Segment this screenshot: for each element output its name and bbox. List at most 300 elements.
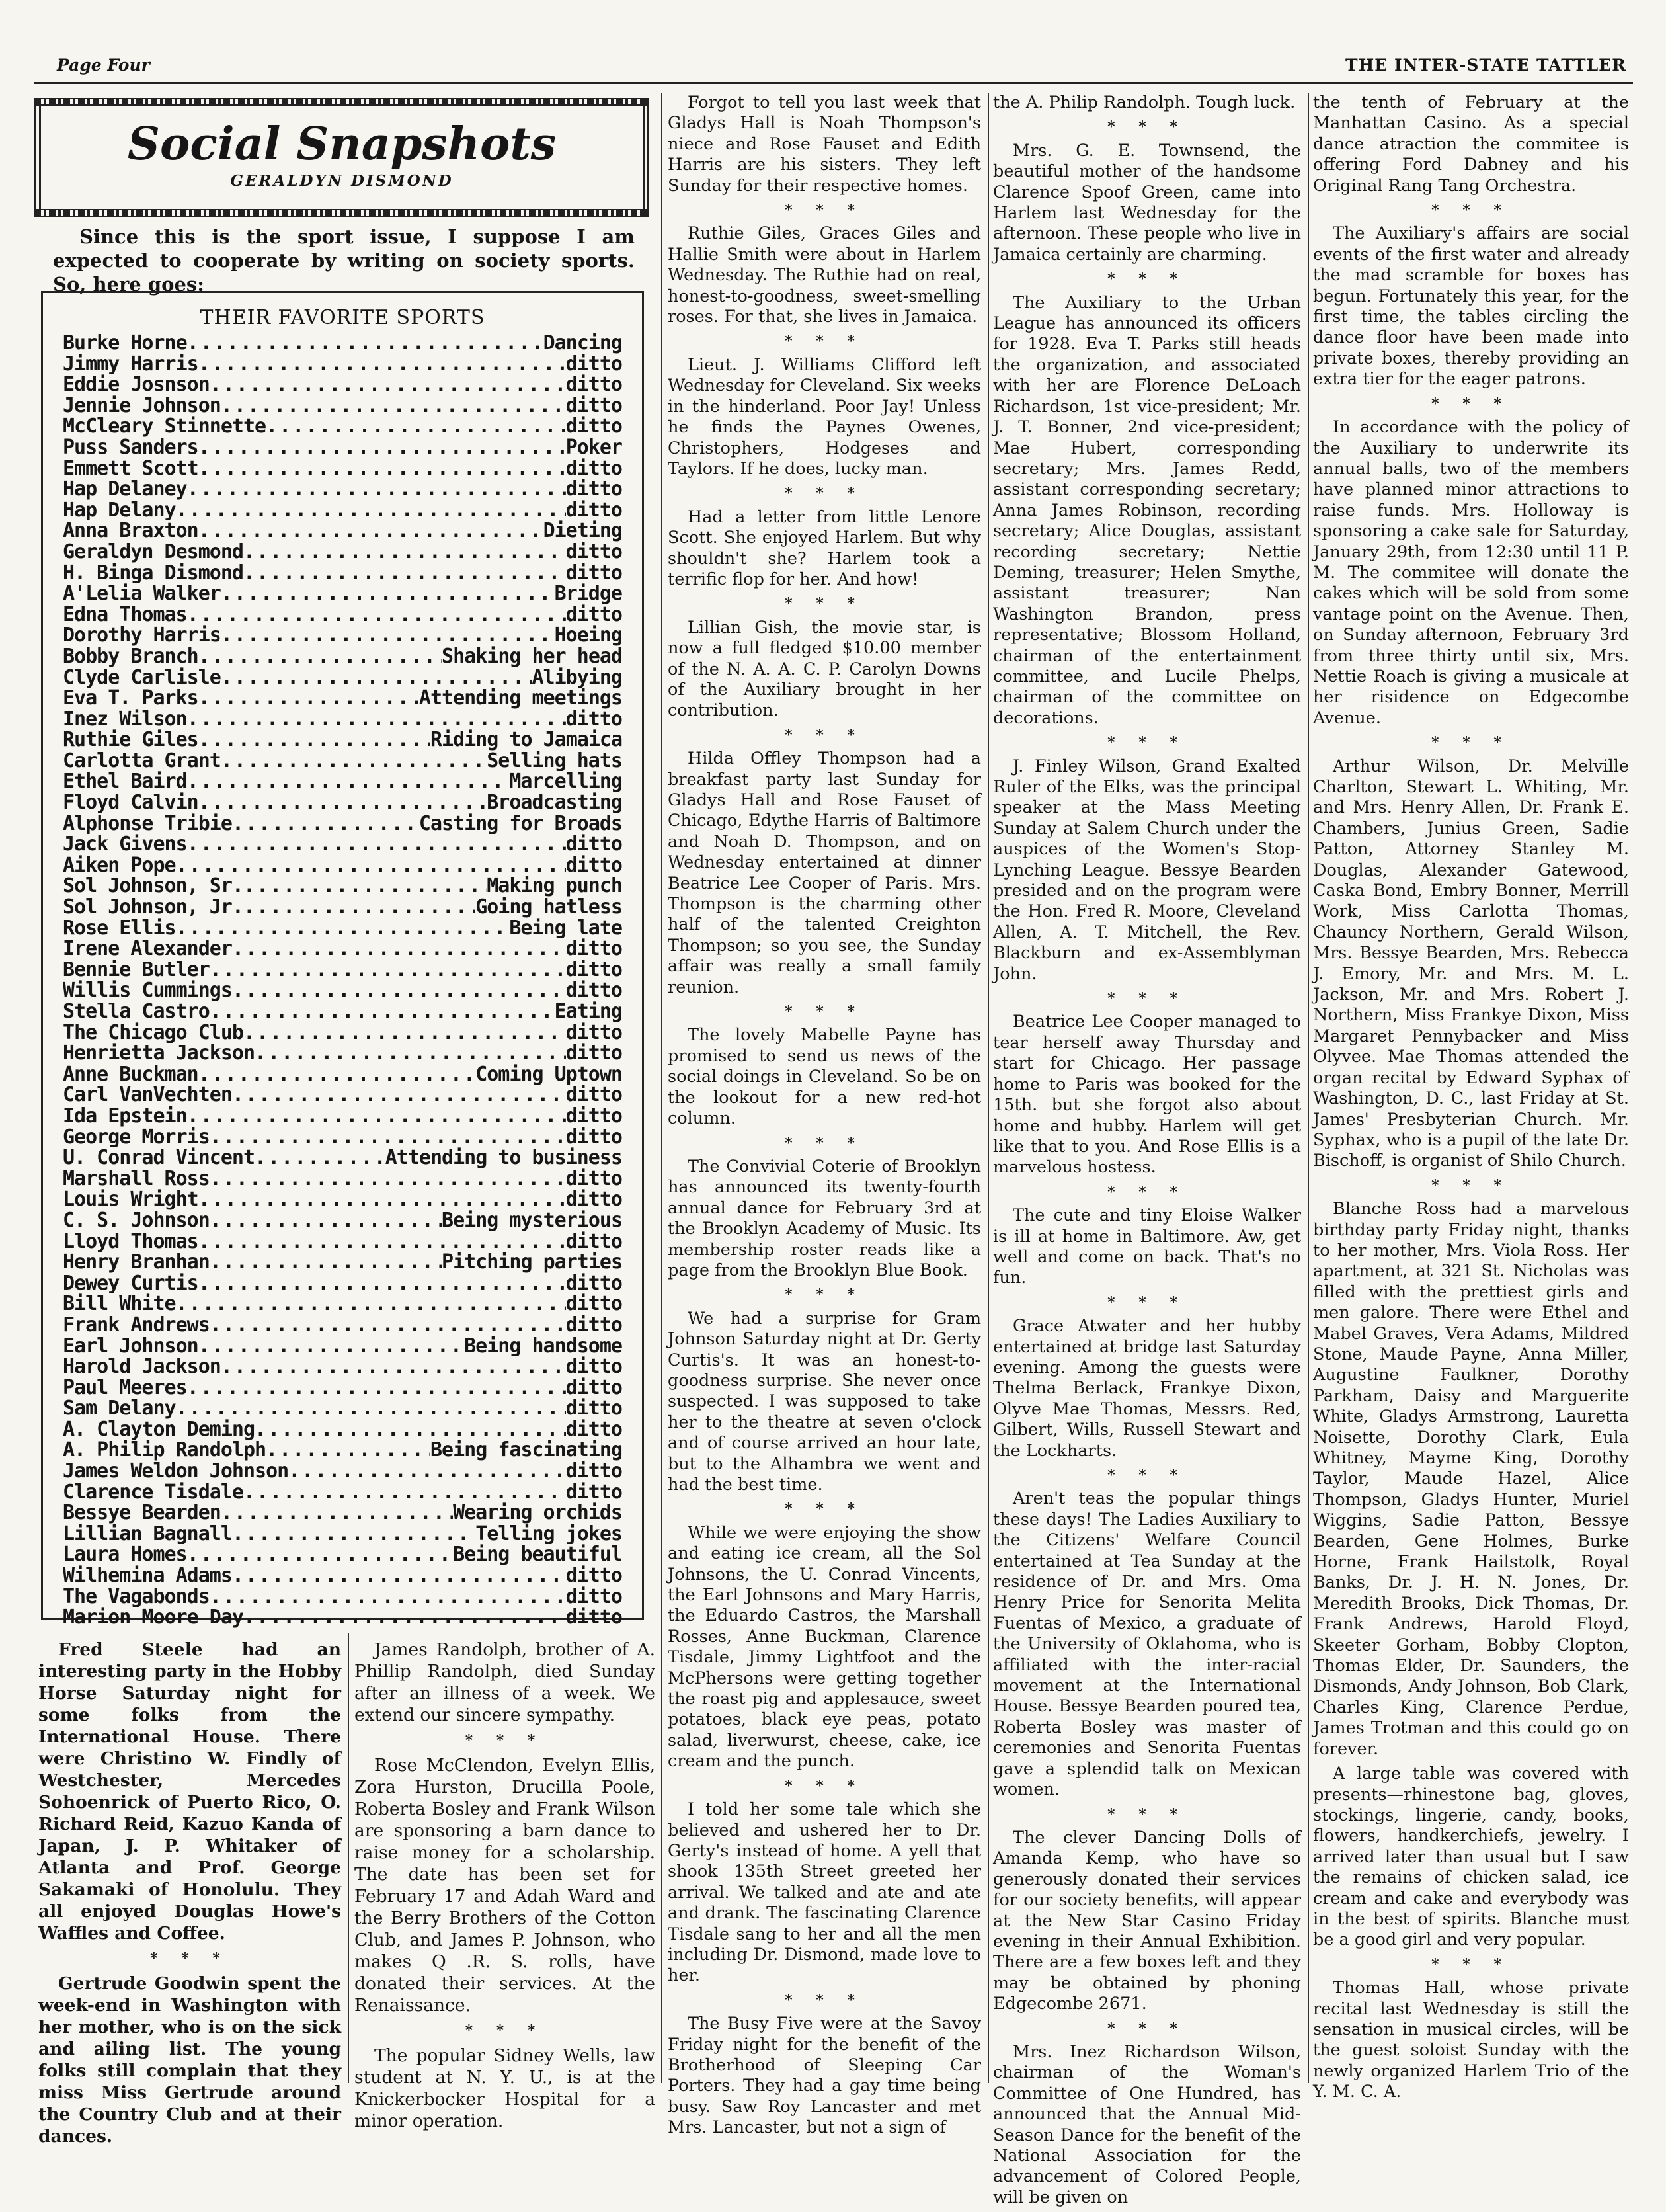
separator: * * * <box>1431 202 1511 220</box>
sport-value: Selling hats <box>487 750 622 772</box>
sport-value: ditto <box>565 395 622 417</box>
sports-list <box>63 333 622 1628</box>
sport-value: ditto <box>565 1565 622 1586</box>
sport-row <box>63 1586 622 1608</box>
leader-dots <box>187 709 566 730</box>
sport-person-name: Alphonse Tribie <box>63 813 232 835</box>
sport-row <box>63 458 622 479</box>
column-rule <box>661 93 662 2083</box>
favorite-sports-box <box>41 291 644 1628</box>
sport-row <box>63 1189 622 1210</box>
sport-person-name: Sol Johnson, Jr. <box>63 897 243 918</box>
sport-person-name: Marshall Ross <box>63 1168 210 1190</box>
sport-value: Dancing <box>543 333 622 354</box>
article-paragraph: Ruthie Giles, Graces Giles and Hallie Smith were about in Harlem Wednesday. The Ruthie had on real, honest-to-goodness, sweet-smelling roses. For that, she lives in Jamaica. <box>668 224 981 327</box>
sport-row <box>63 771 622 792</box>
separator: * * * <box>785 1500 864 1518</box>
leader-dots <box>176 855 566 876</box>
sport-value: ditto <box>565 1022 622 1044</box>
sport-row <box>63 792 622 813</box>
sport-person-name: Marion Moore Day <box>63 1607 243 1628</box>
column-title: Social Snapshots <box>127 118 557 171</box>
leader-dots <box>187 1377 566 1399</box>
sport-value: ditto <box>565 479 622 500</box>
article-paragraph: A large table was covered with presents—rhinestone bag, gloves, stockings, lingerie, candy, books, flowers, handkerchiefs, jewelry. I arrived later than usual but I saw the remains of chicken salad, ice cream and cake and everybody was in the best of spirits. Blanche must be a good girl and very popular. <box>1313 1764 1629 1950</box>
sport-person-name: U. Conrad Vincent <box>63 1147 255 1168</box>
sport-person-name: McCleary Stinnette <box>63 416 266 437</box>
sport-row <box>63 500 622 521</box>
sport-row <box>63 1252 622 1273</box>
sport-value: ditto <box>565 353 622 375</box>
sport-value: ditto <box>565 1377 622 1399</box>
sport-row <box>63 416 622 437</box>
article-paragraph: Mrs. Inez Richardson Wilson, chairman of the Woman's Committee of One Hundred, has announced that the Annual Mid-Season Dance for the benefit of the National Association for the advancement of Colored People, will be given on <box>993 2041 1301 2207</box>
sport-row <box>63 1064 622 1085</box>
sport-row <box>63 667 622 688</box>
sport-row <box>63 876 622 897</box>
leader-dots <box>232 938 566 960</box>
leader-dots <box>243 563 566 584</box>
sport-row <box>63 1398 622 1419</box>
sport-value: Being fascinating <box>430 1440 622 1461</box>
sport-value: Poker <box>565 436 622 458</box>
sport-person-name: Floyd Calvin <box>63 792 198 813</box>
leader-dots <box>198 458 566 479</box>
sport-person-name: H. Binga Dismond <box>63 562 243 584</box>
column-three <box>668 93 981 2143</box>
column-rule <box>988 93 989 2083</box>
sport-value: Shaking her head <box>442 645 622 667</box>
leader-dots <box>210 374 566 395</box>
sport-person-name: Frank Andrews <box>63 1314 210 1336</box>
sport-person-name: Carl VanVechten <box>63 1085 232 1106</box>
sport-row <box>63 1461 622 1482</box>
article-paragraph: The Convivial Coterie of Brooklyn has announced its twenty-fourth annual dance for February 3rd at the Brooklyn Academy of Music. Its membership roster reads like a page from the Brooklyn Blue Book. <box>668 1156 981 1280</box>
sport-row <box>63 395 622 417</box>
sport-row <box>63 1565 622 1586</box>
sport-value: ditto <box>565 458 622 479</box>
sport-value: Pitching parties <box>442 1252 622 1273</box>
sport-person-name: Jimmy Harris <box>63 353 198 375</box>
sport-row <box>63 1544 622 1565</box>
article-paragraph: Thomas Hall, whose private recital last Wednesday is still the sensation in musical circles, will be the guest soloist Sunday with the newly organized Harlem Trio of the Y. M. C. A. <box>1313 1978 1629 2102</box>
sport-person-name: Ethel Baird <box>63 771 187 793</box>
leader-dots <box>198 729 430 751</box>
leader-dots <box>198 437 566 458</box>
sport-value: Being mysterious <box>442 1209 622 1231</box>
sport-value: ditto <box>565 959 622 981</box>
sport-value: Riding to Jamaica <box>430 729 622 751</box>
leader-dots <box>187 479 566 500</box>
sport-value: ditto <box>565 708 622 730</box>
sport-person-name: Sol Johnson, Sr. <box>63 876 243 897</box>
sport-row <box>63 855 622 876</box>
sport-value: ditto <box>565 1398 622 1419</box>
article-paragraph: The popular Sidney Wells, law student at N. Y. U., is at the Knickerbocker Hospital for a minor operation. <box>354 2045 655 2131</box>
sport-person-name: Emmett Scott <box>63 458 198 479</box>
bottom-left-column <box>38 1639 341 2151</box>
sport-person-name: Louis Wright <box>63 1189 198 1210</box>
leader-dots <box>243 876 487 897</box>
sport-row <box>63 479 622 500</box>
sport-person-name: Ruthie Giles <box>63 729 198 751</box>
separator: * * * <box>785 1286 864 1304</box>
sport-person-name: Bobby Branch <box>63 645 198 667</box>
article-paragraph: Lillian Gish, the movie star, is now a full fledged $10.00 member of the N. A. A. C. P. Carolyn Downs of the Auxiliary brought in her contribution. <box>668 617 981 721</box>
sport-value: Casting for Broads <box>418 813 622 835</box>
column-rule <box>1308 93 1309 2083</box>
sport-value: ditto <box>565 834 622 855</box>
leader-dots <box>187 604 566 626</box>
leader-dots <box>210 1001 555 1022</box>
leader-dots <box>198 1064 475 1085</box>
article-paragraph: the tenth of February at the Manhattan Casino. As a special dance atraction the commitee is offering Ford Dabney and his Original Rang Tang Orchestra. <box>1313 93 1629 196</box>
article-paragraph: J. Finley Wilson, Grand Exalted Ruler of the Elks, was the principal speaker at the Mass Meeting Sunday at Salem Church under the auspices of the Women's Stop-Lynching League. Bessye Bearden presided and on the program were the Hon. Fred R. Moore, Cleveland Allen, A. T. Mitchell, the Rev. Blackburn and ex-Assemblyman John. <box>993 756 1301 984</box>
sport-value: Eating <box>554 1001 622 1022</box>
sport-value: ditto <box>565 1105 622 1127</box>
leader-dots <box>221 1502 453 1524</box>
sport-row <box>63 1356 622 1377</box>
article-paragraph: Mrs. G. E. Townsend, the beautiful mother of the handsome Clarence Spoof Green, came into Harlem last Wednesday for the afternoon. These people who live in Jamaica certainly are charming. <box>993 140 1301 265</box>
separator: * * * <box>465 1732 545 1749</box>
sport-person-name: A. Clayton Deming <box>63 1418 255 1440</box>
leader-dots <box>266 416 566 437</box>
sport-row <box>63 1210 622 1231</box>
leader-dots <box>255 1147 385 1168</box>
sport-person-name: Anne Buckman <box>63 1063 198 1085</box>
sport-row <box>63 437 622 458</box>
sport-value: Making punch <box>487 876 622 897</box>
sport-person-name: Inez Wilson <box>63 708 187 730</box>
sport-person-name: Ida Epstein <box>63 1105 187 1127</box>
leader-dots <box>198 1231 566 1252</box>
sport-person-name: Dewey Curtis <box>63 1272 198 1294</box>
article-paragraph: We had a surprise for Gram Johnson Saturday night at Dr. Gerty Curtis's. It was an honest-to-goodness surprise. She never once suspected. I was supposed to take her to the theatre at seven o'clock and of course arrived an hour late, but to the Alhambra we went and had the best time. <box>668 1308 981 1495</box>
leader-dots <box>176 1293 566 1315</box>
sport-value: ditto <box>565 1314 622 1336</box>
sport-person-name: Burke Horne <box>63 333 187 354</box>
leader-dots <box>198 520 543 542</box>
article-paragraph: Hilda Offley Thompson had a breakfast party last Sunday for Gladys Hall and Rose Fauset of Chicago, Edythe Harris of Baltimore and Noah D. Thompson, and on Wednesday entertained at dinner Beatrice Lee Cooper of Paris. Mrs. Thompson is the charming other half of the talented Creighton Thompson; so you see, the Sunday affair was really a small family reunion. <box>668 749 981 997</box>
separator: * * * <box>1107 2020 1187 2037</box>
bottom-middle-column <box>354 1639 655 2136</box>
sport-value: ditto <box>565 1168 622 1190</box>
article-paragraph: The lovely Mabelle Payne has promised to send us news of the social doings in Cleveland. So be on the lookout for a new red-hot column. <box>668 1025 981 1129</box>
separator: * * * <box>1431 395 1511 413</box>
sport-row <box>63 938 622 960</box>
article-paragraph: James Randolph, brother of A. Phillip Randolph, died Sunday after an illness of a week. We extend our sincere sympathy. <box>354 1639 655 1725</box>
sports-heading: THEIR FAVORITE SPORTS <box>200 306 485 329</box>
column-rule <box>348 1633 349 2083</box>
sport-value: Hoeing <box>554 625 622 646</box>
separator: * * * <box>1107 1293 1187 1311</box>
header-rule <box>34 82 1633 84</box>
sport-row <box>63 583 622 604</box>
sport-person-name: C. S. Johnson <box>63 1209 210 1231</box>
leader-dots <box>187 1106 566 1127</box>
sport-row <box>63 1524 622 1545</box>
sport-person-name: Stella Castro <box>63 1001 210 1022</box>
leader-dots <box>232 1565 566 1586</box>
sport-person-name: Henry Branhan <box>63 1252 210 1273</box>
sport-person-name: Anna Braxton <box>63 520 198 542</box>
sport-person-name: The Chicago Club <box>63 1022 243 1044</box>
sport-person-name: Rose Ellis <box>63 917 176 939</box>
sport-value: ditto <box>565 1293 622 1315</box>
sport-row <box>63 354 622 375</box>
leader-dots <box>198 1336 464 1357</box>
leader-dots <box>232 813 419 835</box>
sport-value: ditto <box>565 1189 622 1210</box>
sport-value: ditto <box>565 1356 622 1377</box>
article-paragraph: Forgot to tell you last week that Gladys Hall is Noah Thompson's niece and Rose Fauset and Edith Harris are his sisters. They left Sunday for their respective homes. <box>668 93 981 196</box>
sport-row <box>63 1085 622 1106</box>
leader-dots <box>221 667 532 688</box>
leader-dots <box>221 751 487 772</box>
sport-person-name: Edna Thomas <box>63 604 187 626</box>
sport-row <box>63 729 622 751</box>
leader-dots <box>221 395 566 417</box>
sport-value: ditto <box>565 416 622 437</box>
sport-person-name: Wilhemina Adams <box>63 1565 232 1586</box>
sport-person-name: Sam Delany <box>63 1398 176 1419</box>
title-border-bottom <box>34 209 649 217</box>
column-four <box>993 93 1301 2212</box>
sport-row <box>63 1231 622 1252</box>
sport-value: Telling jokes <box>475 1523 622 1545</box>
sport-person-name: Clyde Carlisle <box>63 667 221 688</box>
separator: * * * <box>785 726 864 744</box>
leader-dots <box>221 1356 566 1377</box>
leader-dots <box>198 792 487 813</box>
sport-row <box>63 604 622 626</box>
sport-value: Being handsome <box>464 1335 622 1357</box>
sport-person-name: A'Lelia Walker <box>63 583 221 604</box>
leader-dots <box>210 1210 442 1231</box>
separator: * * * <box>1107 734 1187 752</box>
leader-dots <box>221 583 555 604</box>
leader-dots <box>210 1252 442 1273</box>
sport-row <box>63 751 622 772</box>
leader-dots <box>243 1607 566 1628</box>
sport-row <box>63 1147 622 1168</box>
column-five <box>1313 93 1629 2107</box>
separator: * * * <box>785 333 864 350</box>
separator: * * * <box>1107 990 1187 1008</box>
separator: * * * <box>465 2022 545 2039</box>
sport-value: ditto <box>565 980 622 1001</box>
article-paragraph: While we were enjoying the show and eating ice cream, all the Sol Johnsons, the U. Conrad Vincents, the Earl Johnsons and Mary Harris, the Eduardo Castros, the Marshall Rosses, Anne Buckman, Clarence Tisdale, Jimmy Lightfoot and the McPhersons were getting together the roast pig and applesauce, sweet potatoes, black eye peas, potato salad, liverwurst, cheese, cake, ice cream and the punch. <box>668 1522 981 1772</box>
article-paragraph: Blanche Ross had a marvelous birthday party Friday night, thanks to her mother, Mrs. Viola Ross. Her apartment, at 321 St. Nicholas was filled with the prettiest girls and men galore. There were Ethel and Mabel Graves, Vera Adams, Mildred Stone, Maude Payne, Anna Miller, Augustine Faulkner, Dorothy Parkham, Daisy and Marguerite White, Gladys Armstrong, Lauretta Noisette, Dorothy Clark, Eula Whitney, Mayme King, Dorothy Taylor, Maude Hazel, Alice Thompson, Gladys Hunter, Muriel Wiggins, Sadie Patton, Bessye Bearden, Gene Holmes, Burke Horne, Frank Hailstolk, Royal Banks, Dr. J. H. N. Jones, Dr. Meredith Brooks, Dick Thomas, Dr. Frank Andrews, Harold Floyd, Skeeter Gorham, Bobby Clopton, Thomas Elder, Dr. Saunders, the Dismonds, Andy Johnson, Bob Clark, Charles King, Clarence Perdue, James Trotman and this could go on forever. <box>1313 1199 1629 1759</box>
sport-value: Being beautiful <box>453 1544 622 1566</box>
sport-person-name: Earl Johnson <box>63 1335 198 1357</box>
sport-person-name: Willis Cummings <box>63 980 232 1001</box>
sport-row <box>63 563 622 584</box>
leader-dots <box>232 980 566 1001</box>
sport-row <box>63 1440 622 1461</box>
separator: * * * <box>785 1003 864 1021</box>
sport-row <box>63 1377 622 1399</box>
separator: * * * <box>785 485 864 503</box>
leader-dots <box>243 1022 566 1044</box>
leader-dots <box>210 960 566 981</box>
sport-row <box>63 1022 622 1044</box>
leader-dots <box>198 646 442 667</box>
separator: * * * <box>1107 1183 1187 1201</box>
article-paragraph: the A. Philip Randolph. Tough luck. <box>993 93 1296 112</box>
paper-name: THE INTER-STATE TATTLER <box>1345 56 1626 75</box>
sport-value: Attending to business <box>385 1147 622 1168</box>
article-paragraph: Grace Atwater and her hubby entertained at bridge last Saturday evening. Among the guests were Thelma Berlack, Frankye Dixon, Olyve Mae Thomas, Messrs. Red, Gilbert, Wills, Russell Stewart and the Lockharts. <box>993 1316 1301 1461</box>
sport-row <box>63 646 622 667</box>
sport-row <box>63 1273 622 1294</box>
sport-person-name: A. Philip Randolph <box>63 1440 266 1461</box>
sport-row <box>63 520 622 542</box>
sport-value: ditto <box>565 374 622 395</box>
sport-person-name: Laura Homes <box>63 1544 187 1566</box>
column-title-box <box>34 98 649 217</box>
sport-person-name: Carlotta Grant <box>63 750 221 772</box>
leader-dots <box>176 500 566 521</box>
leader-dots <box>176 918 510 939</box>
sport-value: ditto <box>565 1272 622 1294</box>
sport-person-name: Harold Jackson <box>63 1356 221 1377</box>
sport-value: ditto <box>565 1418 622 1440</box>
page-label: Page Four <box>57 56 150 75</box>
sport-person-name: Eddie Josnson <box>63 374 210 395</box>
sport-value: ditto <box>565 1043 622 1064</box>
leader-dots <box>187 834 566 855</box>
sport-row <box>63 1127 622 1148</box>
sport-row <box>63 709 622 730</box>
leader-dots <box>255 1419 566 1440</box>
sport-row <box>63 1043 622 1064</box>
sport-row <box>63 542 622 563</box>
article-paragraph: Gertrude Goodwin spent the week-end in Washington with her mother, who is on the sick and ailing list. The young folks still complain that they miss Miss Gertrude around the Country Club and at their dances. <box>38 1973 341 2147</box>
sport-row <box>63 1001 622 1022</box>
sport-person-name: Bessye Bearden <box>63 1502 221 1524</box>
sport-value: Broadcasting <box>487 792 622 813</box>
sport-person-name: Eva T. Parks <box>63 688 198 709</box>
sport-row <box>63 1106 622 1127</box>
sport-value: ditto <box>565 938 622 960</box>
separator: * * * <box>1431 1955 1511 1973</box>
article-paragraph: Aren't teas the popular things these days! The Ladies Auxiliary to the Citizens' Welfare Council entertained at Tea Sunday at the residence of Dr. and Mrs. Oma Henry Price for Senorita Melita Fuentas of Mexico, a graduate of the University of Oklahoma, who is affiliated with the inter-racial movement at the International House. Bessye Bearden poured tea, Roberta Bosley was master of ceremonies and Senorita Fuentas gave a splendid talk on Mexican women. <box>993 1489 1301 1800</box>
separator: * * * <box>785 595 864 613</box>
intro-paragraph: Since this is the sport issue, I suppose I am expected to cooperate by writing on society sports. So, here goes: <box>53 225 635 296</box>
sport-value: Marcelling <box>509 771 622 793</box>
article-paragraph: In accordance with the policy of the Auxiliary to underwrite its annual balls, two of the members have planned minor attractions to raise funds. Mrs. Holloway is sponsoring a cake sale for Saturday, January 29th, from 12:30 until 11 P. M. The commitee will donate the cakes which will be sold from some vantage point on the Avenue. Then, on Sunday afternoon, February 3rd from three thirty until six, Mrs. Nettie Roach is giving a musicale at her risidence on Edgecombe Avenue. <box>1313 417 1629 728</box>
sport-value: Alibying <box>532 667 622 688</box>
leader-dots <box>210 1168 566 1190</box>
sport-row <box>63 374 622 395</box>
sport-row <box>63 1419 622 1440</box>
sport-row <box>63 1315 622 1336</box>
article-paragraph: The cute and tiny Eloise Walker is ill at home in Baltimore. Aw, get well and come on back. That's no fun. <box>993 1206 1301 1288</box>
sport-person-name: Bill White <box>63 1293 176 1315</box>
separator: * * * <box>785 202 864 220</box>
article-paragraph: The Auxiliary to the Urban League has announced its officers for 1928. Eva T. Parks still heads the organization, and associated with her are Florence DeLoach Richardson, 1st vice-president; Mr. J. T. Bonner, 2nd vice-president; Mae Hubert, corresponding secretary; Mrs. James Redd, assistant corresponding secretary; Anna James Robinson, recording secretary; Alice Douglas, assistant recording secretary; Nettie Deming, treasurer; Helen Smythe, assistant treasurer; Nan Washington Brandon, press representative; Blossom Holland, chairman of the entertainment committee, and Lucile Phelps, chairman of the committee on decorations. <box>993 292 1301 728</box>
article-paragraph: Rose McClendon, Evelyn Ellis, Zora Hurston, Drucilla Poole, Roberta Bosley and Frank Wilson are sponsoring a barn dance to raise money for a scholarship. The date has been set for February 17 and Adah Ward and the Berry Brothers of the Cotton Club, and James P. Johnson, who makes Q .R. S. rolls, have donated their services. At the Renaissance. <box>354 1755 655 2016</box>
sport-row <box>63 625 622 646</box>
leader-dots <box>210 1586 566 1608</box>
sport-value: ditto <box>565 499 622 521</box>
sport-person-name: Puss Sanders <box>63 436 198 458</box>
leader-dots <box>187 333 543 354</box>
sport-value: ditto <box>565 1126 622 1148</box>
sport-person-name: Dorothy Harris <box>63 625 221 646</box>
sport-row <box>63 688 622 709</box>
sport-value: Dieting <box>543 520 622 542</box>
sport-person-name: Paul Meeres <box>63 1377 187 1399</box>
leader-dots <box>176 1398 566 1419</box>
column-byline: GERALDYN DISMOND <box>230 172 454 190</box>
sport-person-name: Lloyd Thomas <box>63 1231 198 1252</box>
sport-row <box>63 1482 622 1503</box>
separator: * * * <box>785 1134 864 1152</box>
separator: * * * <box>1431 734 1511 752</box>
separator: * * * <box>785 1777 864 1795</box>
article-paragraph: The Busy Five were at the Savoy Friday night for the benefit of the Brotherhood of Sleeping Car Porters. They had a gay time being busy. Saw Roy Lancaster and met Mrs. Lancaster, but not a sign of <box>668 2014 981 2138</box>
article-paragraph: The Auxiliary's affairs are social events of the first water and already the mad scramble for boxes has begun. Fortunately this year, for the first time, the tables circling the dance floor have been made into private boxes, thereby providing an extra tier for the eager patrons. <box>1313 224 1629 389</box>
sport-person-name: Jennie Johnson <box>63 395 221 417</box>
sport-row <box>63 1607 622 1628</box>
separator: * * * <box>1107 118 1187 136</box>
leader-dots <box>210 1315 566 1336</box>
leader-dots <box>288 1461 565 1482</box>
sport-value: ditto <box>565 604 622 626</box>
leader-dots <box>243 1482 566 1503</box>
sport-row <box>63 333 622 354</box>
sport-person-name: Aiken Pope <box>63 854 176 876</box>
leader-dots <box>232 1524 475 1545</box>
sport-value: ditto <box>565 1461 622 1482</box>
separator: * * * <box>1107 1805 1187 1823</box>
leader-dots <box>198 1189 566 1210</box>
sport-row <box>63 1336 622 1357</box>
leader-dots <box>243 897 475 918</box>
leader-dots <box>187 1544 453 1565</box>
title-border-top <box>34 98 649 106</box>
sport-person-name: Geraldyn Desmond <box>63 541 243 563</box>
sport-person-name: The Vagabonds <box>63 1586 210 1608</box>
article-paragraph: The clever Dancing Dolls of Amanda Kemp, who have so generously donated their services for our society benefits, will appear at the New Star Casino Friday evening in their Annual Exhibition. There are a few boxes left and they may be obtained by phoning Edgecombe 2671. <box>993 1827 1301 2014</box>
sport-person-name: Hap Delaney <box>63 479 187 500</box>
sport-person-name: Henrietta Jackson <box>63 1043 255 1064</box>
leader-dots <box>210 1127 566 1148</box>
sport-row <box>63 918 622 939</box>
leader-dots <box>243 542 566 563</box>
leader-dots <box>221 625 555 646</box>
leader-dots <box>187 771 510 792</box>
separator: * * * <box>785 1991 864 2009</box>
sport-value: Attending meetings <box>418 688 622 709</box>
sport-person-name: Bennie Butler <box>63 959 210 981</box>
sport-row <box>63 1293 622 1315</box>
sport-value: ditto <box>565 562 622 584</box>
sport-row <box>63 980 622 1001</box>
sport-value: Bridge <box>554 583 622 604</box>
sport-row <box>63 960 622 981</box>
sport-value: ditto <box>565 854 622 876</box>
sport-person-name: Hap Delany <box>63 499 176 521</box>
separator: * * * <box>1107 270 1187 288</box>
sport-person-name: Irene Alexander <box>63 938 232 960</box>
sport-value: ditto <box>565 1586 622 1608</box>
article-paragraph: Arthur Wilson, Dr. Melville Charlton, Stewart L. Whiting, Mr. and Mrs. Henry Allen, Dr. Frank E. Chambers, Junius Green, Sadie Patton, Attorney Stanley M. Douglas, Alexander Gatewood, Caska Bond, Embry Bonner, Merrill Work, Miss Carlotta Thomas, Chauncy Northern, Gerald Wilson, Mrs. Bessye Bearden, Mrs. Rebecca J. Emory, Mr. and Mrs. M. L. Jackson, Mr. and Mrs. Robert J. Northern, Miss Frankye Dixon, Miss Margaret Pennybacker and Miss Olyvee. Mae Thomas attended the organ recital by Edward Syphax of Washington, D. C., last Friday at St. James' Presbyterian Church. Mr. Syphax, who is a pupil of the late Dr. Bischoff, is organist of Shilo Church. <box>1313 756 1629 1171</box>
sport-value: Wearing orchids <box>453 1502 622 1524</box>
sport-row <box>63 813 622 835</box>
